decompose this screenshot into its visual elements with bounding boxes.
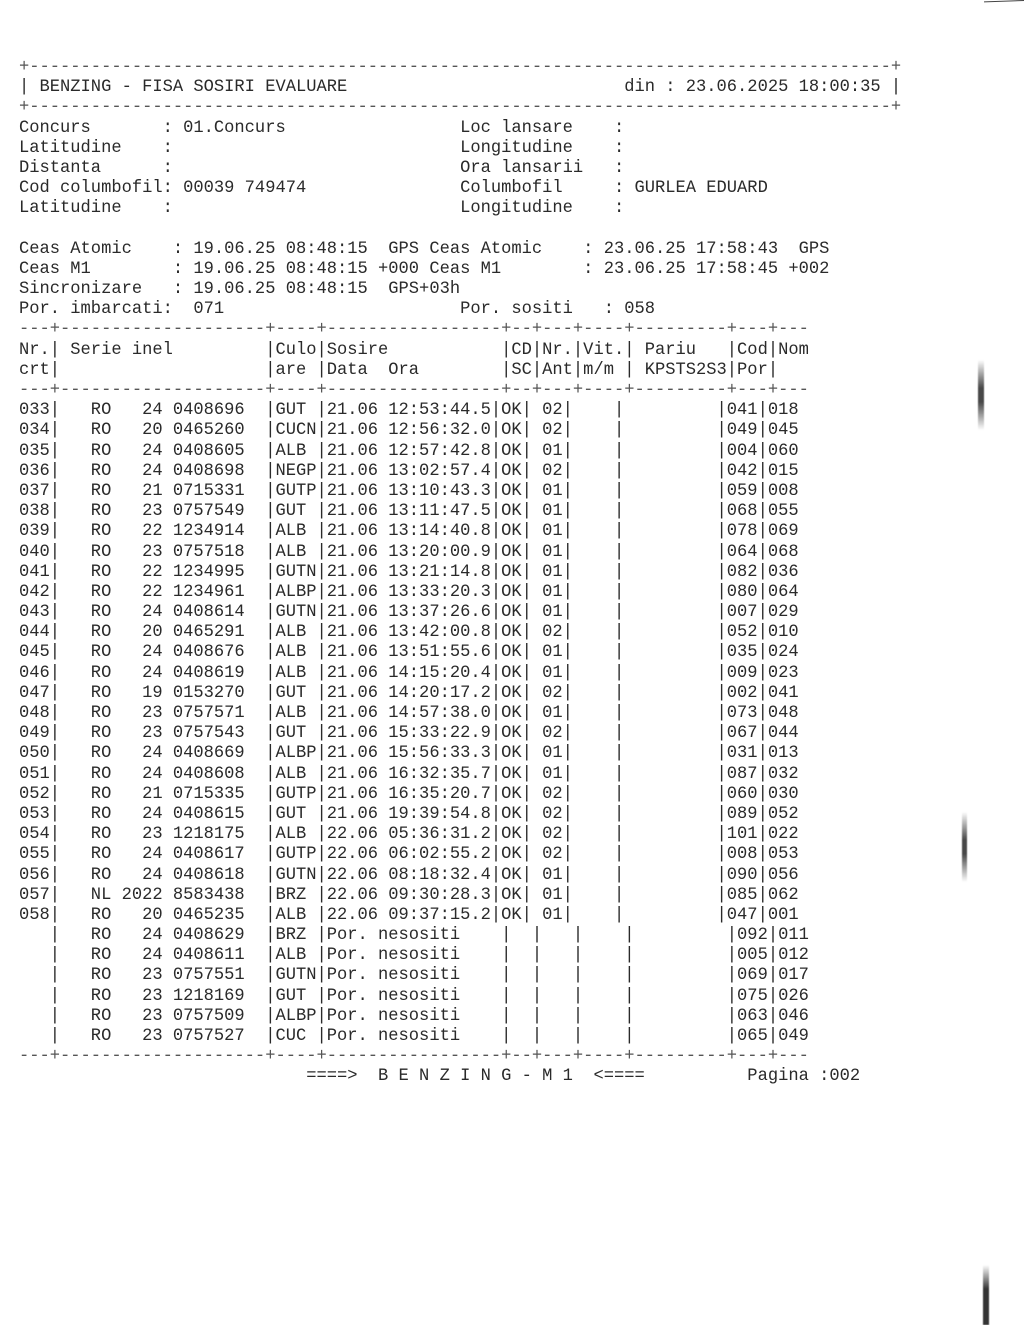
table-row: 044| RO 20 0465291 |ALB |21.06 13:42:00.8|OK| 02| | |052|010 bbox=[19, 623, 799, 643]
clock-row-sync: Sincronizare : 19.06.25 08:48:15 GPS+03h bbox=[19, 280, 461, 300]
table-row: 056| RO 24 0408618 |GUTN|22.06 08:18:32.4|OK| 01| | |090|056 bbox=[19, 865, 799, 885]
table-header-border: ---+--------------------+----+-----------------+--+---+----+---------+---+--- bbox=[19, 381, 809, 400]
table-row: 053| RO 24 0408615 |GUT |21.06 19:39:54.8|OK| 02| | |089|052 bbox=[19, 804, 799, 824]
table-row: 034| RO 20 0465260 |CUCN|21.06 12:56:32.0|OK| 02| | |049|045 bbox=[19, 421, 799, 441]
table-header-row-1: Nr.| Serie inel |Culo|Sosire |CD|Nr.|Vit.| Pariu |Cod|Nom bbox=[19, 340, 809, 360]
info-row: Distanta : Ora lansarii : bbox=[19, 158, 635, 178]
table-row: 046| RO 24 0408619 |ALB |21.06 14:15:20.4|OK| 01| | |009|023 bbox=[19, 663, 799, 683]
table-row: 041| RO 22 1234995 |GUTN|21.06 13:21:14.8|OK| 01| | |082|036 bbox=[19, 562, 799, 582]
table-row: 047| RO 19 0153270 |GUT |21.06 14:20:17.2|OK| 02| | |002|041 bbox=[19, 683, 799, 703]
table-row: 050| RO 24 0408669 |ALBP|21.06 15:56:33.3|OK| 01| | |031|013 bbox=[19, 744, 799, 764]
table-row: 049| RO 23 0757543 |GUT |21.06 15:33:22.9|OK| 02| | |067|044 bbox=[19, 724, 799, 744]
table-row: 055| RO 24 0408617 |GUTP|22.06 06:02:55.2|OK| 02| | |008|053 bbox=[19, 845, 799, 865]
info-row: Latitudine : Longitudine : bbox=[19, 199, 635, 219]
table-row: | RO 23 0757527 |CUC |Por. nesositi | | | | |065|049 bbox=[19, 1027, 809, 1046]
scan-artifact-streak bbox=[983, 1265, 989, 1325]
table-row: 038| RO 23 0757549 |GUT |21.06 13:11:47.5|OK| 01| | |068|055 bbox=[19, 502, 799, 522]
table-row: | RO 24 0408611 |ALB |Por. nesositi | | | | |005|012 bbox=[19, 946, 809, 966]
footer-line: ====> B E N Z I N G - M 1 <==== Pagina :002 bbox=[19, 1067, 861, 1087]
table-row: 035| RO 24 0408605 |ALB |21.06 12:57:42.8|OK| 01| | |004|060 bbox=[19, 441, 799, 461]
table-row: 057| NL 2022 8583438 |BRZ |22.06 09:30:28.3|OK| 01| | |085|062 bbox=[19, 885, 799, 905]
table-row: | RO 24 0408629 |BRZ |Por. nesositi | | | | |092|011 bbox=[19, 926, 809, 946]
table-row: | RO 23 0757509 |ALBP|Por. nesositi | | | | |063|046 bbox=[19, 1006, 809, 1026]
table-border-top: ---+--------------------+----+-----------------+--+---+----+---------+---+--- bbox=[19, 320, 809, 340]
scan-artifact-streak bbox=[978, 360, 984, 430]
info-row: Cod columbofil: 00039 749474 Columbofil : GURLEA EDUARD bbox=[19, 179, 768, 199]
table-row: 051| RO 24 0408608 |ALB |21.06 16:32:35.7|OK| 01| | |087|032 bbox=[19, 764, 799, 784]
table-row: 039| RO 22 1234914 |ALB |21.06 13:14:40.8|OK| 01| | |078|069 bbox=[19, 522, 799, 542]
spacer bbox=[19, 220, 901, 240]
info-row: Concurs : 01.Concurs Loc lansare : bbox=[19, 118, 635, 138]
table-row: 043| RO 24 0408614 |GUTN|21.06 13:37:26.6|OK| 01| | |007|029 bbox=[19, 603, 799, 623]
table-row: 054| RO 23 1218175 |ALB |22.06 05:36:31.2|OK| 02| | |101|022 bbox=[19, 825, 799, 845]
title-border-bottom: +------------------------------------------------------------------------------------+ bbox=[19, 98, 902, 118]
table-row: 052| RO 21 0715335 |GUTP|21.06 16:35:20.7|OK| 02| | |060|030 bbox=[19, 784, 799, 804]
printout bbox=[19, 58, 901, 1088]
table-row: 048| RO 23 0757571 |ALB |21.06 14:57:38.0|OK| 01| | |073|048 bbox=[19, 704, 799, 723]
clock-row-atomic: Ceas Atomic : 19.06.25 08:48:15 GPS Ceas Atomic : 23.06.25 17:58:43 GPS bbox=[19, 239, 830, 259]
scan-artifact-streak bbox=[962, 812, 967, 882]
table-header-row-2: crt| |are |Data Ora |SC|Ant|m/m | KPSTS2S3|Por| bbox=[19, 360, 779, 380]
title-border-top: +------------------------------------------------------------------------------------+ bbox=[19, 58, 902, 77]
scan-artifact-edge bbox=[984, 0, 1024, 6]
table-row: 058| RO 20 0465235 |ALB |22.06 09:37:15.2|OK| 01| | |047|001 bbox=[19, 905, 799, 925]
table-row: 040| RO 23 0757518 |ALB |21.06 13:20:00.9|OK| 01| | |064|068 bbox=[19, 542, 799, 562]
table-row: | RO 23 1218169 |GUT |Por. nesositi | | | | |075|026 bbox=[19, 986, 809, 1006]
report-lines bbox=[19, 58, 901, 1088]
info-row: Latitudine : Longitudine : bbox=[19, 138, 635, 158]
table-row: 045| RO 24 0408676 |ALB |21.06 13:51:55.6|OK| 01| | |035|024 bbox=[19, 643, 799, 663]
table-row: 037| RO 21 0715331 |GUTP|21.06 13:10:43.3|OK| 01| | |059|008 bbox=[19, 481, 799, 501]
table-row: | RO 23 0757551 |GUTN|Por. nesositi | | | | |069|017 bbox=[19, 966, 809, 986]
table-border-bottom: ---+--------------------+----+-----------------+--+---+----+---------+---+--- bbox=[19, 1047, 809, 1067]
counts-row: Por. imbarcati: 071 Por. sositi : 058 bbox=[19, 300, 655, 320]
clock-row-m1: Ceas M1 : 19.06.25 08:48:15 +000 Ceas M1 : 23.06.25 17:58:45 +002 bbox=[19, 259, 830, 279]
table-row: 042| RO 22 1234961 |ALBP|21.06 13:33:20.3|OK| 01| | |080|064 bbox=[19, 582, 799, 602]
report-title-line: | BENZING - FISA SOSIRI EVALUARE din : 23.06.2025 18:00:35 | bbox=[19, 78, 902, 98]
table-row: 036| RO 24 0408698 |NEGP|21.06 13:02:57.4|OK| 02| | |042|015 bbox=[19, 461, 799, 481]
table-row: 033| RO 24 0408696 |GUT |21.06 12:53:44.5|OK| 02| | |041|018 bbox=[19, 401, 799, 421]
